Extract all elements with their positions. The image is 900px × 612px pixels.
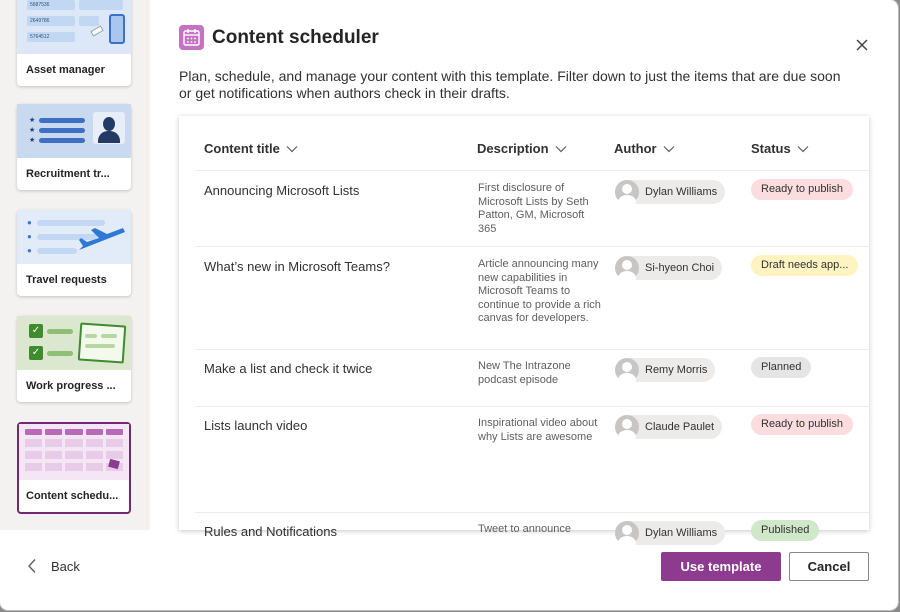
table-row[interactable]: [195, 349, 869, 406]
column-header-author[interactable]: [614, 141, 675, 156]
status-badge: Ready to publish: [751, 179, 853, 200]
content-scheduler-thumbnail: [19, 424, 129, 480]
row-content-title: Rules and Notifications: [204, 524, 337, 539]
cancel-button[interactable]: Cancel: [789, 552, 869, 581]
row-content-title: Make a list and check it twice: [204, 361, 373, 376]
thumb-asset-id: 2649786: [27, 16, 75, 26]
thumb-asset-id: 5764512: [27, 32, 75, 42]
close-icon: [848, 31, 876, 59]
close-button[interactable]: [848, 31, 876, 59]
chevron-down-icon: [663, 145, 675, 153]
thumb-asset-id: 5687536: [27, 0, 75, 10]
chevron-down-icon: [797, 145, 809, 153]
template-label: Travel requests: [26, 274, 107, 286]
column-header-content-title[interactable]: [204, 141, 298, 156]
template-card-travel-requests[interactable]: [17, 210, 131, 296]
asset-manager-thumbnail: [17, 0, 131, 54]
column-header-label: Description: [477, 141, 549, 156]
row-content-title: Announcing Microsoft Lists: [204, 183, 360, 198]
avatar: [615, 521, 639, 545]
status-badge: Planned: [751, 357, 811, 378]
avatar: [615, 256, 639, 280]
row-content-title: What’s new in Microsoft Teams?: [204, 259, 390, 274]
row-description: Tweet to announce: [478, 523, 571, 535]
row-description: New The Intrazone podcast episode: [478, 360, 571, 386]
template-list: [0, 0, 150, 530]
template-card-work-progress[interactable]: [17, 316, 131, 402]
author-persona: [615, 256, 722, 280]
author-name: Claude Paulet: [645, 421, 715, 433]
row-content-title: Lists launch video: [204, 418, 308, 433]
dialog-title: Content scheduler: [212, 27, 379, 48]
template-label: Recruitment tr...: [26, 168, 110, 180]
author-name: Remy Morris: [645, 364, 708, 376]
author-persona: [615, 521, 725, 545]
status-badge: Published: [751, 520, 819, 541]
template-label: Work progress ...: [26, 380, 116, 392]
author-name: Dylan Williams: [645, 186, 718, 198]
author-name: Si-hyeon Choi: [645, 262, 715, 274]
column-header-description[interactable]: [477, 141, 567, 156]
column-header-label: Status: [751, 141, 791, 156]
airplane-icon: [77, 226, 127, 256]
row-description: First disclosure of Microsoft Lists by Seth Patton, GM, Microsoft 365: [478, 182, 589, 235]
table-row[interactable]: [195, 170, 869, 246]
dialog-description: Plan, schedule, and manage your content with this template. Filter down to just the items that are due soon or get notifications when authors check in their drafts.: [179, 68, 841, 101]
template-card-recruitment-tracker[interactable]: [17, 104, 131, 190]
template-card-content-scheduler[interactable]: [17, 422, 131, 514]
status-badge: Ready to publish: [751, 414, 853, 435]
author-persona: [615, 415, 722, 439]
template-card-asset-manager[interactable]: [17, 0, 131, 86]
author-persona: [615, 180, 725, 204]
table-row[interactable]: [195, 406, 869, 512]
status-badge: Draft needs app...: [751, 255, 858, 276]
work-progress-thumbnail: ✓ ✓: [17, 316, 131, 370]
column-header-label: Author: [614, 141, 657, 156]
avatar: [615, 415, 639, 439]
template-label: Content schedu...: [26, 490, 119, 502]
row-description: Inspirational video about why Lists are awesome: [478, 417, 598, 443]
chevron-down-icon: [286, 145, 298, 153]
chevron-down-icon: [555, 145, 567, 153]
column-header-status[interactable]: [751, 141, 809, 156]
table-row[interactable]: [195, 246, 869, 349]
chevron-left-icon: [27, 558, 37, 574]
back-button[interactable]: [27, 558, 80, 574]
travel-thumbnail: ● ● ●: [17, 210, 131, 264]
author-name: Dylan Williams: [645, 527, 718, 539]
avatar: [615, 358, 639, 382]
column-header-label: Content title: [204, 141, 280, 156]
row-description: Article announcing many new capabilities in Microsoft Teams to continue to provide a rich canvas for developers.: [478, 258, 601, 324]
template-label: Asset manager: [26, 64, 105, 76]
use-template-button[interactable]: Use template: [661, 552, 781, 581]
calendar-icon: [179, 25, 204, 50]
author-persona: [615, 358, 715, 382]
table-row[interactable]: [195, 512, 869, 552]
avatar: [615, 180, 639, 204]
recruitment-thumbnail: ★ ★ ★: [17, 104, 131, 158]
back-label: Back: [51, 558, 80, 574]
template-preview: [179, 116, 869, 539]
